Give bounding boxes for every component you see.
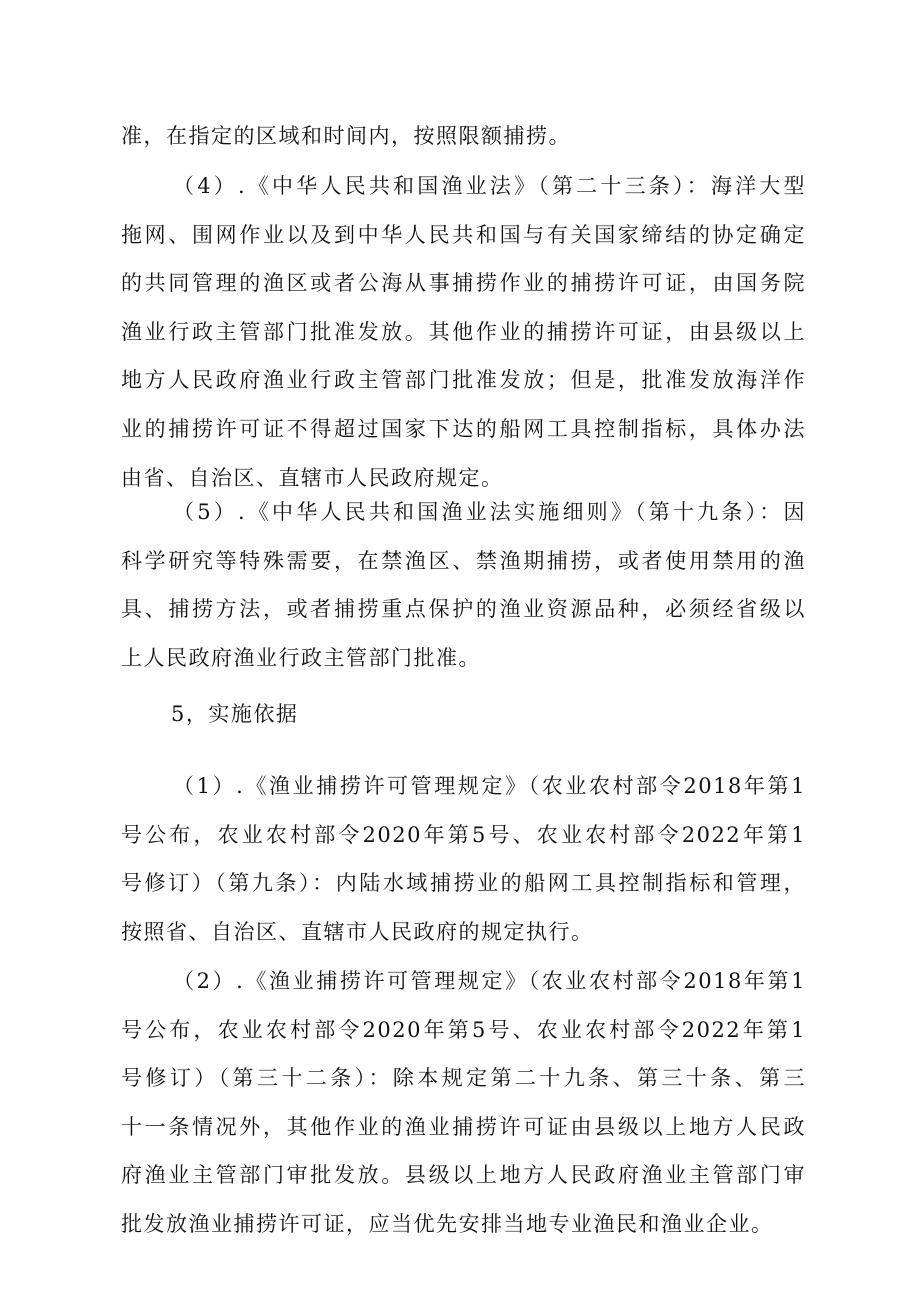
text-line: 号修订）（第三十二条）：除本规定第二十九条、第三十条、第三 bbox=[121, 1066, 806, 1091]
section-heading: 5，实施依据 bbox=[171, 702, 299, 726]
text-line: 府渔业主管部门审批发放。县级以上地方人民政府渔业主管部门审 bbox=[121, 1163, 806, 1188]
text-line: 地方人民政府渔业行政主管部门批准发放；但是，批准发放海洋作 bbox=[121, 368, 806, 393]
text-line: 由省、自治区、直辖市人民政府规定。 bbox=[121, 465, 504, 490]
text-line: 科学研究等特殊需要，在禁渔区、禁渔期捕捞，或者使用禁用的渔 bbox=[121, 548, 806, 573]
paragraph-basis-2 bbox=[121, 957, 806, 1249]
text-line: 准，在指定的区域和时间内，按照限额捕捞。 bbox=[121, 124, 571, 148]
text-line: 业的捕捞许可证不得超过国家下达的船网工具控制指标，具体办法 bbox=[121, 416, 806, 441]
text-line: 渔业行政主管部门批准发放。其他作业的捕捞许可证，由县级以上 bbox=[121, 319, 806, 344]
paragraph-continuation bbox=[121, 112, 806, 161]
text-line: 拖网、围网作业以及到中华人民共和国与有关国家缔结的协定确定 bbox=[121, 222, 806, 247]
text-line: 具、捕捞方法，或者捕捞重点保护的渔业资源品种，必须经省级以 bbox=[121, 597, 806, 622]
text-line: 上人民政府渔业行政主管部门批准。 bbox=[121, 645, 481, 670]
text-line: 号修订）（第九条）：内陆水域捕捞业的船网工具控制指标和管理， bbox=[121, 871, 806, 896]
text-line: 按照省、自治区、直辖市人民政府的规定执行。 bbox=[121, 919, 594, 944]
paragraph-item-5 bbox=[121, 488, 806, 682]
text-line: （5）.《中华人民共和国渔业法实施细则》（第十九条）：因 bbox=[173, 500, 806, 524]
paragraph-item-4 bbox=[121, 162, 806, 502]
text-line: 批发放渔业捕捞许可证，应当优先安排当地专业渔民和渔业企业。 bbox=[121, 1211, 774, 1236]
text-line: 十一条情况外，其他作业的渔业捕捞许可证由县级以上地方人民政 bbox=[121, 1114, 806, 1139]
text-line: 号公布，农业农村部令2020年第5号、农业农村部令2022年第1 bbox=[121, 822, 806, 847]
text-line: （4）.《中华人民共和国渔业法》（第二十三条）：海洋大型 bbox=[173, 174, 806, 198]
text-line: （2）.《渔业捕捞许可管理规定》（农业农村部令2018年第1 bbox=[173, 969, 806, 993]
text-line: 的共同管理的渔区或者公海从事捕捞作业的捕捞许可证，由国务院 bbox=[121, 271, 806, 296]
paragraph-basis-1 bbox=[121, 762, 806, 956]
text-line: （1）.《渔业捕捞许可管理规定》（农业农村部令2018年第1 bbox=[173, 774, 806, 798]
text-line: 号公布，农业农村部令2020年第5号、农业农村部令2022年第1 bbox=[121, 1017, 806, 1042]
